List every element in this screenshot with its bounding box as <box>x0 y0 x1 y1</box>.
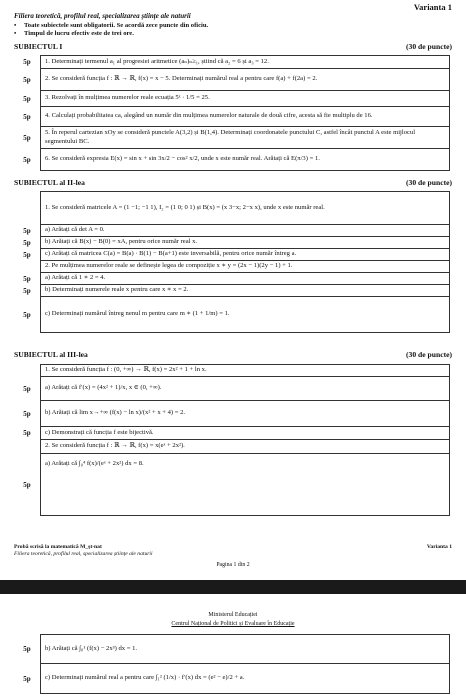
problem-row: 5p a) Arătați că f′(x) = (4x² + 1)/x, x ∈ (0, +∞). <box>14 377 450 401</box>
problem-row: 5p c) Determinați numărul real a pentru care ∫₁² (1/x) · f′(x) dx = (e² − e)/2 + a. <box>14 664 450 694</box>
instruction-bullet: • Timpul de lucru efectiv este de trei ore. <box>14 30 134 37</box>
problem-row: 5p c) Determinați numărul întreg nenul m pentru care m ∗ (1 + 1/m) = 1. <box>14 297 450 333</box>
problem-row: 5p b) Arătați că B(x) − B(0) = xA, pentru orice număr real x. <box>14 237 450 249</box>
section-header-2: SUBIECTUL al II-lea (30 de puncte) <box>14 178 452 187</box>
problem-row: 5p a) Arătați că 1 ∗ 2 = 4. <box>14 273 450 285</box>
problem-row: 5p a) Arătați că det A = 0. <box>14 225 450 237</box>
footer-exam-name: Probă scrisă la matematică M_şt-nat <box>14 544 102 550</box>
center-name: Centrul Național de Politici și Evaluare în Educație <box>171 621 295 627</box>
section-header-3: SUBIECTUL al III-lea (30 de puncte) <box>14 350 452 359</box>
ministry-name: Ministerul Educației <box>208 612 258 618</box>
profile-title: Filiera teoretică, profilul real, specializarea științe ale naturii <box>14 12 191 20</box>
problem-row: 5p b) Arătați că ∫₀¹ (f(x) − 2x³) dx = 1. <box>14 634 450 664</box>
problem-intro: 1. Se consideră funcția f : (0, +∞) → ℝ, f(x) = 2x² + 1 + ln x. <box>14 364 450 377</box>
problem-row: 5p b) Arătați că lim x→+∞ (f(x) − ln x)/(x² + x + 4) = 2. <box>14 401 450 427</box>
problem-row: 5p 5. În reperul cartezian xOy se consideră punctele A(3,2) și B(1,4). Determinați coordonatele punctului C, astfel încât punctul A este mijlocul segmentului BC. <box>14 127 450 149</box>
page-number: Pagina 1 din 2 <box>216 562 250 568</box>
problem-intro: 1. Se consideră matricele A = (1 −1; −1 1), I₂ = (1 0; 0 1) și B(x) = (x 3−x; 2−x x), unde x este număr real. <box>14 191 450 225</box>
problem-intro: 2. Se consideră funcția f : ℝ → ℝ, f(x) = x(eˣ + 2x²). <box>14 440 450 454</box>
instruction-bullet: • Toate subiectele sunt obligatorii. Se acordă zece puncte din oficiu. <box>14 22 209 29</box>
problem-row: 5p b) Determinați numerele reale x pentru care x ∗ x = 2. <box>14 285 450 297</box>
problem-row: 5p 1. Determinați termenul a₁ al progresiei aritmetice (aₙ)ₙ≥₁, știind că a₂ = 6 și a₃ = 12. <box>14 55 450 69</box>
footer-profile: Filiera teoretică, profilul real, specializarea științe ale naturii <box>14 551 153 557</box>
problem-row: 5p 3. Rezolvați în mulțimea numerelor reale ecuația 5ˣ · 1/5 = 25. <box>14 91 450 107</box>
footer-variant: Varianta 1 <box>426 544 452 550</box>
variant-label: Varianta 1 <box>413 2 452 12</box>
problem-row: 5p 6. Se consideră expresia E(x) = sin x + sin 3x/2 − cos² x/2, unde x este număr real. Arătați că E(π/3) = 1. <box>14 149 450 171</box>
problem-row: 5p c) Demonstrați că funcția f este bijectivă. <box>14 427 450 440</box>
section-header-1: SUBIECTUL I (30 de puncte) <box>14 42 452 51</box>
page-separator <box>0 580 466 594</box>
problem-row: 5p 2. Se consideră funcția f : ℝ → ℝ, f(x) = x − 5. Determinați numărul real a pentru care f(a) + f(2a) = 2. <box>14 69 450 91</box>
problem-row: 5p a) Arătați că ∫₀⁴ f(x)/(eˣ + 2x²) dx = 8. <box>14 454 450 516</box>
exam-page-2 <box>0 594 466 700</box>
problem-row: 5p 4. Calculați probabilitatea ca, alegând un număr din mulțimea numerelor naturale de două cifre, acesta să fie multiplu de 16. <box>14 107 450 127</box>
problem-intro: 2. Pe mulțimea numerelor reale se definește legea de compoziție x ∗ y = (2x − 1)(2y − 1) + 1. <box>14 261 450 273</box>
problem-row: 5p c) Arătați că matricea C(a) = B(a) · B(1) − B(a+1) este inversabilă, pentru orice număr întreg a. <box>14 249 450 261</box>
